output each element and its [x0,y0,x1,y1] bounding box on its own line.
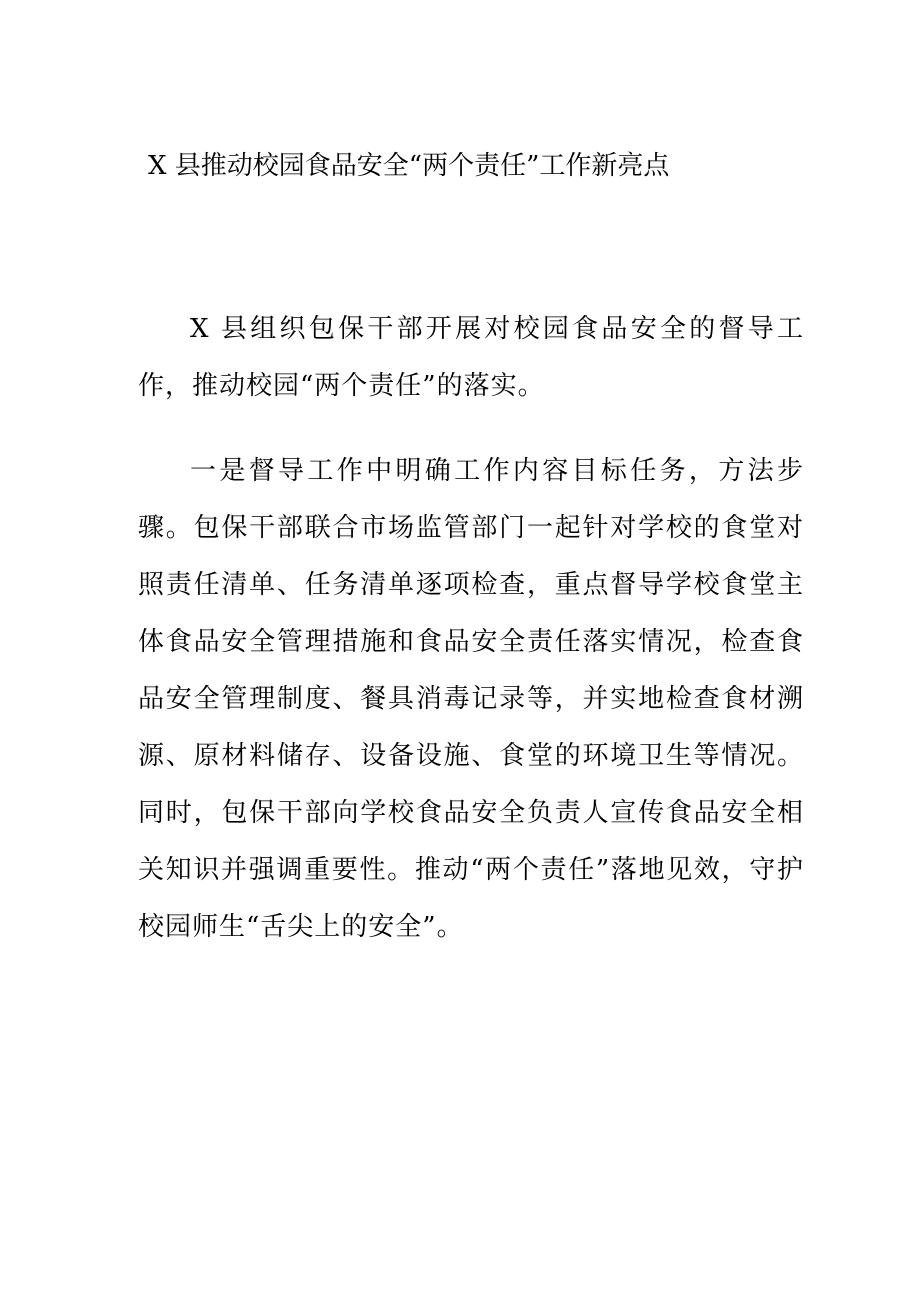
paragraph-intro: X 县组织包保干部开展对校园食品安全的督导工作，推动校园“两个责任”的落实。 [138,314,804,401]
document-title: X 县推动校园食品安全“两个责任”工作新亮点 [148,151,670,181]
paragraph-supervision: 一是督导工作中明确工作内容目标任务，方法步骤。包保干部联合市场监管部门一起针对学校的食堂对照责任清单、任务清单逐项检查，重点督导学校食堂主体食品安全管理措施和食品安全责任落实情况，检查食品安全管理制度、餐具消毒记录等，并实地检查食材溯源、原材料储存、设备设施、食堂的环境卫生等情况。同时，包保干部向学校食品安全负责人宣传食品安全相关知识并强调重要性。推动“两个责任”落地见效，守护校园师生“舌尖上的安全”。 [138,456,804,942]
